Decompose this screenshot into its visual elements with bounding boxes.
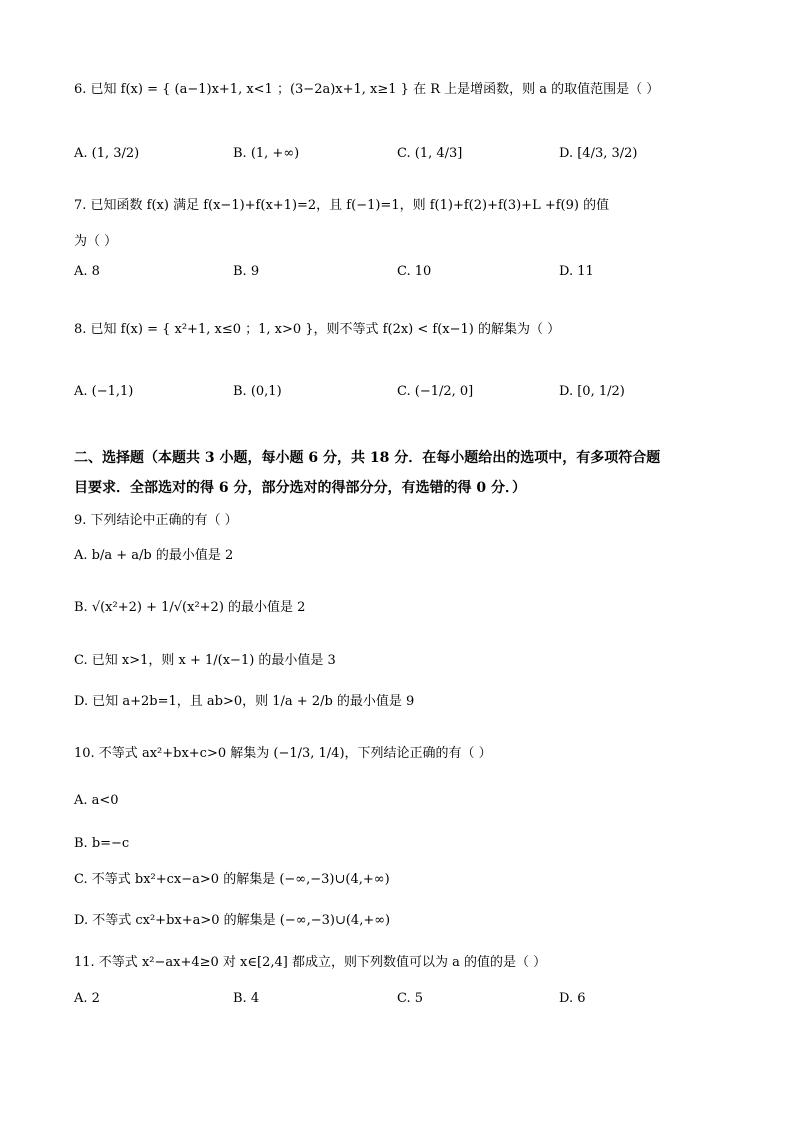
section2-heading-line1: 二、选择题（本题共 3 小题，每小题 6 分，共 18 分．在每小题给出的选项中，有多项符合题 [74,450,661,466]
q11-option-d: D. 6 [559,991,586,1006]
q8-option-a: A. (−1,1) [74,384,134,399]
q10-stem: 10. 不等式 ax²+bx+c>0 解集为 (−1/3, 1/4)，下列结论正确的有（ ） [74,746,492,761]
q6-option-a: A. (1, 3/2) [74,146,140,161]
q7-stem-line1: 7. 已知函数 f(x) 满足 f(x−1)+f(x+1)=2，且 f(−1)=1，则 f(1)+f(2)+f(3)+L +f(9) 的值 [74,198,610,213]
q10-option-d: D. 不等式 cx²+bx+a>0 的解集是 (−∞,−3)∪(4,+∞) [74,913,391,928]
q10-option-b: B. b=−c [74,836,130,851]
q6-option-b: B. (1, +∞) [233,146,300,161]
q10-option-a: A. a<0 [74,793,119,808]
q11-stem: 11. 不等式 x²−ax+4≥0 对 x∈[2,4] 都成立，则下列数值可以为 a 的值的是（ ） [74,955,547,970]
q9-option-c: C. 已知 x>1，则 x + 1/(x−1) 的最小值是 3 [74,653,336,668]
q9-option-b: B. √(x²+2) + 1/√(x²+2) 的最小值是 2 [74,600,306,615]
q6-stem: 6. 已知 f(x) = { (a−1)x+1, x<1 ；(3−2a)x+1, x≥1 } 在 R 上是增函数，则 a 的取值范围是（ ） [74,82,660,97]
q9-option-d: D. 已知 a+2b=1，且 ab>0，则 1/a + 2/b 的最小值是 9 [74,694,415,709]
q7-stem-line2: 为（ ） [74,234,118,249]
q6-option-d: D. [4/3, 3/2) [559,146,638,161]
q11-option-a: A. 2 [74,991,100,1006]
q7-option-a: A. 8 [74,264,100,279]
q6-option-c: C. (1, 4/3] [397,146,463,161]
q11-option-b: B. 4 [233,991,260,1006]
q11-option-c: C. 5 [397,991,424,1006]
q8-stem: 8. 已知 f(x) = { x²+1, x≤0 ；1, x>0 }，则不等式 f(2x) < f(x−1) 的解集为（ ） [74,322,561,337]
q8-option-c: C. (−1/2, 0] [397,384,474,399]
q7-option-c: C. 10 [397,264,432,279]
q7-option-d: D. 11 [559,264,594,279]
q8-option-d: D. [0, 1/2) [559,384,625,399]
q7-option-b: B. 9 [233,264,260,279]
q9-option-a: A. b/a + a/b 的最小值是 2 [74,548,234,563]
q8-option-b: B. (0,1) [233,384,282,399]
q10-option-c: C. 不等式 bx²+cx−a>0 的解集是 (−∞,−3)∪(4,+∞) [74,872,390,887]
q9-stem: 9. 下列结论中正确的有（ ） [74,513,238,528]
section2-heading-line2: 目要求．全部选对的得 6 分，部分选对的得部分分，有选错的得 0 分．） [74,480,526,496]
